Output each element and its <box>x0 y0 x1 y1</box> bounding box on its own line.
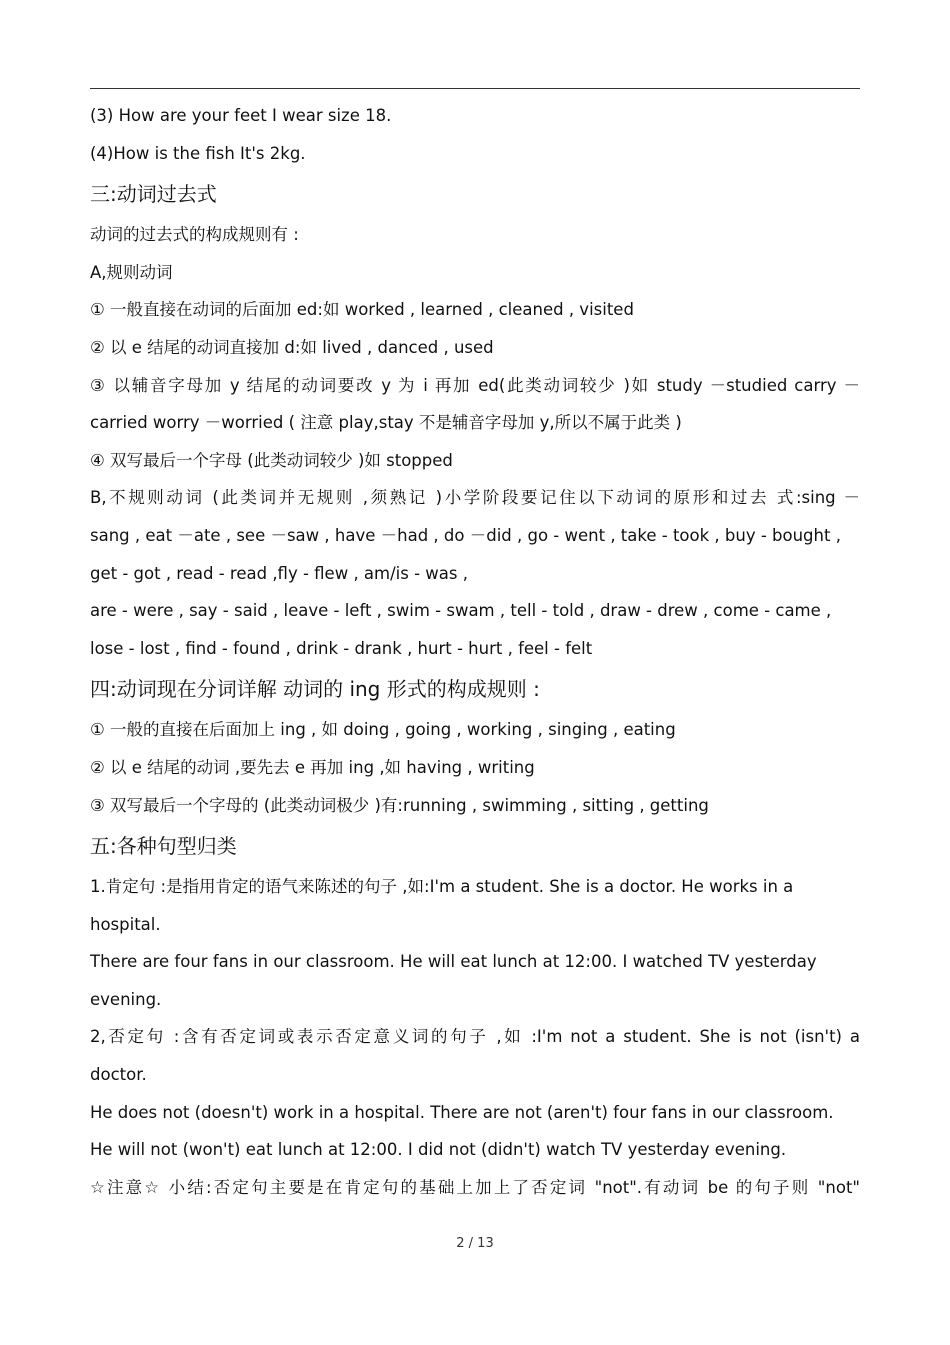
section-heading: 四:动词现在分词详解 动词的 ing 形式的构成规则 : <box>90 677 540 702</box>
body-line: evening. <box>90 989 162 1009</box>
body-line: 1.肯定句 :是指用肯定的语气来陈述的句子 ,如:I'm a student. She is a doctor. He works in a <box>90 877 794 897</box>
list-item: ④ 双写最后一个字母 (此类动词较少 )如 stopped <box>90 450 453 470</box>
body-line: doctor. <box>90 1065 147 1085</box>
body-line: ☆注意☆ 小结:否定句主要是在肯定句的基础上加上了否定词 "not".有动词 be 的句子则 "not" <box>90 1177 860 1197</box>
body-line: 2,否定句 :含有否定词或表示否定意义词的句子 ,如 :I'm not a student. She is not (isn't) a <box>90 1027 860 1047</box>
body-line: He will not (won't) eat lunch at 12:00. I did not (didn't) watch TV yesterday evening. <box>90 1140 787 1160</box>
body-line: There are four fans in our classroom. He will eat lunch at 12:00. I watched TV yesterday <box>90 952 817 972</box>
body-line: He does not (doesn't) work in a hospital. There are not (aren't) four fans in our classroom. <box>90 1102 834 1122</box>
body-line: B,不规则动词 (此类词并无规则 ,须熟记 )小学阶段要记住以下动词的原形和过去 式:sing － <box>90 488 860 508</box>
document-body <box>90 97 860 1206</box>
body-line: are - were , say - said , leave - left , swim - swam , tell - told , draw - drew , come - came , <box>90 601 832 621</box>
list-item: ① 一般的直接在后面加上 ing , 如 doing , going , working , singing , eating <box>90 720 676 740</box>
list-item: ③ 以辅音字母加 y 结尾的动词要改 y 为 i 再加 ed(此类动词较少 )如 study －studied carry － <box>90 375 861 395</box>
section-heading: 三:动词过去式 <box>90 182 217 207</box>
body-line: 动词的过去式的构成规则有 : <box>90 225 299 245</box>
body-line: lose - lost , find - found , drink - drank , hurt - hurt , feel - felt <box>90 638 593 658</box>
body-line: hospital. <box>90 914 161 934</box>
section-heading: 五:各种句型归类 <box>90 834 237 859</box>
list-item: ② 以 e 结尾的动词 ,要先去 e 再加 ing ,如 having , writing <box>90 757 535 777</box>
page-number: 2 / 13 <box>456 1236 494 1251</box>
body-line: (4)How is the fish It's 2kg. <box>90 143 306 163</box>
body-line: get - got , read - read ,fly - flew , am/is - was , <box>90 563 468 583</box>
body-line: (3) How are your feet I wear size 18. <box>90 106 392 125</box>
body-line: sang , eat －ate , see －saw , have －had , do －did , go - went , take - took , buy - bought , <box>90 525 841 545</box>
body-line: A,规则动词 <box>90 262 173 282</box>
header-rule <box>90 88 860 89</box>
list-item: ② 以 e 结尾的动词直接加 d:如 lived , danced , used <box>90 337 494 357</box>
list-item: ① 一般直接在动词的后面加 ed:如 worked , learned , cleaned , visited <box>90 300 634 320</box>
body-line: carried worry －worried ( 注意 play,stay 不是辅音字母加 y,所以不属于此类 ) <box>90 413 682 433</box>
list-item: ③ 双写最后一个字母的 (此类动词极少 )有:running , swimming , sitting , getting <box>90 795 709 815</box>
